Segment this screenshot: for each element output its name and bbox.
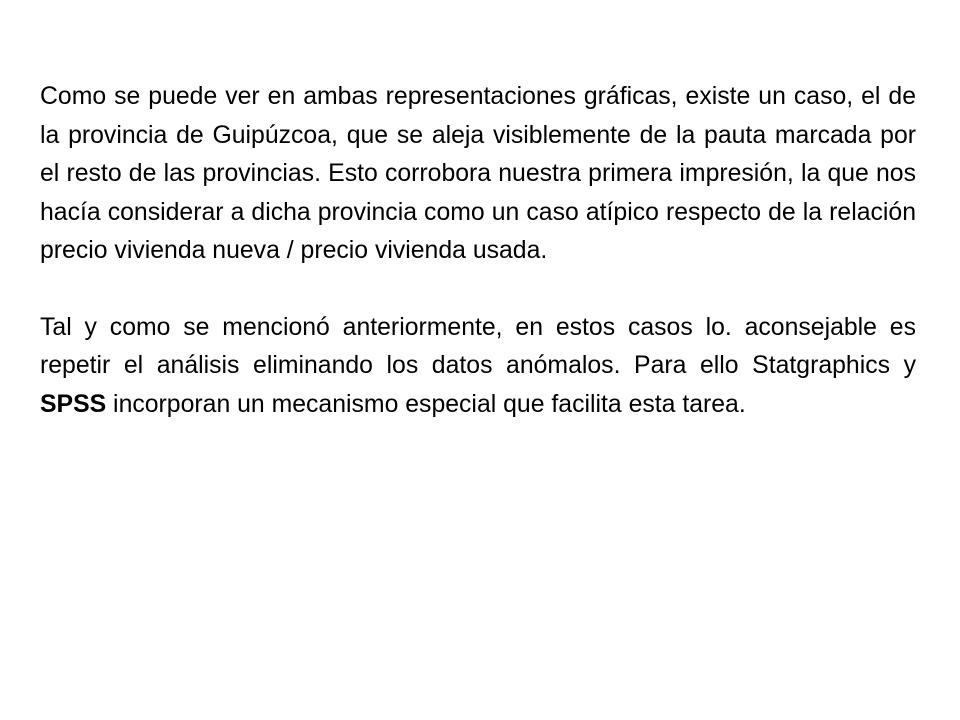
slide-body-text [40, 78, 916, 424]
paragraph-text-after-bold: incorporan un mecanismo especial que facilita esta tarea. [106, 390, 746, 418]
spss-bold-text: SPSS [40, 390, 107, 418]
paragraph-text-before-bold: Tal y como se mencionó anteriormente, en estos casos lo. aconsejable es repetir el análisis eliminando los datos anómalos. Para ello Statgraphics y [40, 313, 916, 379]
paragraph-analysis-recommendation [40, 309, 916, 425]
paragraph-outlier-description: Como se puede ver en ambas representaciones gráficas, existe un caso, el de la provincia de Guipúzcoa, que se aleja visiblemente de la pauta marcada por el resto de las provincias. Esto corrobora nuestra primera impresión, la que nos hacía considerar a dicha provincia como un caso atípico respecto de la relación precio vivienda nueva / precio vivienda usada. [40, 83, 916, 264]
